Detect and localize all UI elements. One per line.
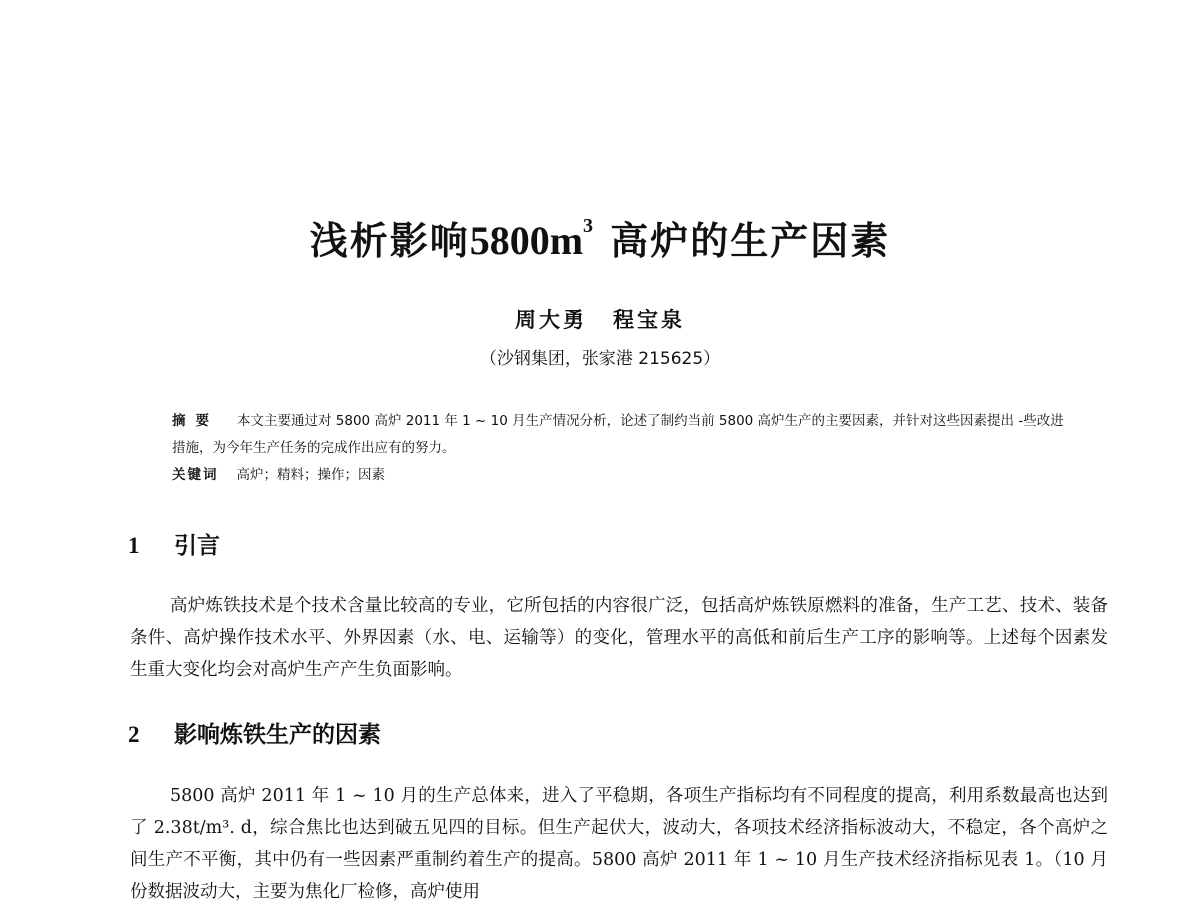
affiliation: （沙钢集团，张家港 215625） xyxy=(479,349,721,369)
section-2-number: 2 xyxy=(128,722,140,747)
keywords-label: 关键词 xyxy=(172,467,219,483)
abstract-label: 摘要 xyxy=(172,413,219,429)
section-1-title: 引言 xyxy=(174,533,220,559)
title-suffix: 高炉的生产因素 xyxy=(610,219,891,263)
title-superscript: 3 xyxy=(583,215,596,237)
abstract-text: 本文主要通过对 5800 高炉 2011 年 1 ~ 10 月生产情况分析，论述了制约当前 5800 高炉生产的主要因素，并针对这些因素提出 -些改进措施，为今年生产任务的完成作出应有的努力。 xyxy=(172,413,1064,456)
section-2-paragraph: 5800 高炉 2011 年 1 ~ 10 月的生产总体来，进入了平稳期，各项生产指标均有不同程度的提高，利用系数最高也达到了 2.38t/m³. d，综合焦比也达到破五见四的目标。但生产起伏大，波动大，各项技术经济指标波动大，不稳定，各个高炉之间生产不平衡，其中仍有一些因素严重制约着生产的提高。5800 高炉 2011 年 1 ~ 10 月生产技术经济指标见表 1。（10 月份数据波动大，主要为焦化厂检修，高炉使用 xyxy=(130,786,1108,902)
author-2: 程宝泉 xyxy=(613,307,685,332)
section-2-heading xyxy=(128,716,381,749)
title-prefix: 浅析影响 xyxy=(309,219,470,263)
abstract-block xyxy=(172,408,1072,489)
section-1-body xyxy=(130,590,1108,686)
keywords-line xyxy=(172,462,1072,489)
keywords-text: 高炉；精料；操作；因素 xyxy=(236,467,385,483)
authors xyxy=(0,304,1200,334)
section-1-number: 1 xyxy=(128,533,140,558)
section-2-body xyxy=(130,780,1108,908)
title-number: 5800m xyxy=(469,218,584,263)
author-1: 周大勇 xyxy=(515,307,587,332)
abstract-paragraph xyxy=(172,408,1072,462)
section-1-heading xyxy=(128,527,220,560)
section-1-paragraph: 高炉炼铁技术是个技术含量比较高的专业，它所包括的内容很广泛，包括高炉炼铁原燃料的准备，生产工艺、技术、装备条件、高炉操作技术水平、外界因素（水、电、运输等）的变化，管理水平的高低和前后生产工序的影响等。上述每个因素发生重大变化均会对高炉生产产生负面影响。 xyxy=(130,596,1108,680)
section-2-title: 影响炼铁生产的因素 xyxy=(174,722,381,748)
paper-title xyxy=(0,210,1200,265)
